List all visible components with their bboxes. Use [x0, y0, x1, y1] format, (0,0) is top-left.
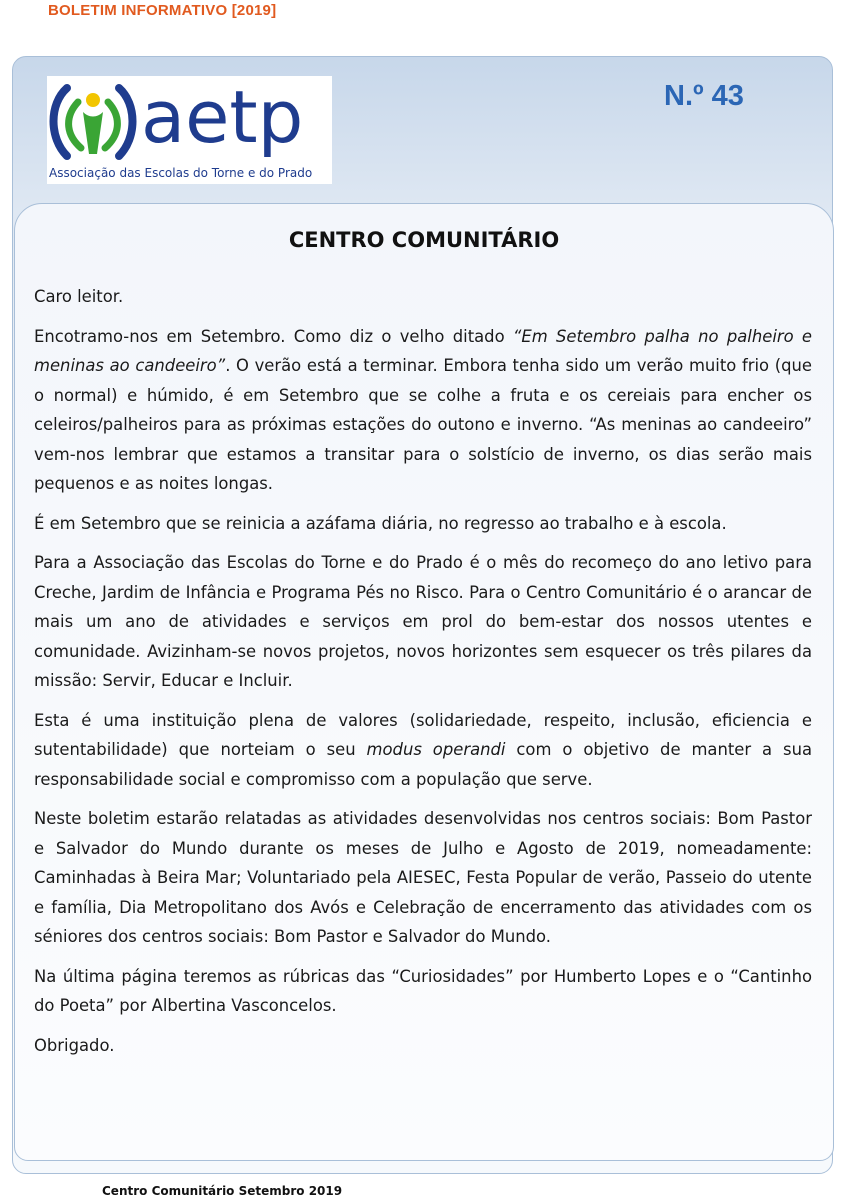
paragraph-4-start: Esta é uma instituição plena de valores (solidariedade, respeito, inclusão, eficiencia e sutentabilidade) que norteiam o seu [34, 710, 812, 759]
paragraph-5: Neste boletim estarão relatadas as atividades desenvolvidas nos centros sociais: Bom Pastor e Salvador do Mundo durante os meses de Julho e Agosto de 2019, nomeadamente: Caminhadas à Beira Mar; Voluntariado pela AIESEC, Festa Popular de verão, Passeio do utente e família, Dia Metropolitano dos Avós e Celebração de encerramento das atividades com os séniores dos centros sociais: Bom Pastor e Salvador do Mundo. [34, 809, 812, 946]
proverb-quote: “Em Setembro palha no palheiro e meninas ao candeeiro” [34, 326, 813, 375]
bulletin-label: BOLETIM INFORMATIVO [2019] [48, 2, 277, 19]
page-footer: Centro Comunitário Setembro 2019 [102, 1184, 343, 1198]
paragraph-4 [34, 706, 812, 795]
modus-operandi-italic: modus operandi [366, 740, 506, 759]
greeting-paragraph: Caro leitor. [34, 287, 124, 306]
paragraph-6: Na última página teremos as rúbricas das “Curiosidades” por Humberto Lopes e o “Cantinho do Poeta” por Albertina Vasconcelos. [34, 966, 812, 1015]
logo-subtitle: Associação das Escolas do Torne e do Prado [49, 166, 313, 180]
paragraph-1-end: . O verão está a terminar. Embora tenha sido um verão muito frio (que o normal) e húmido, é em Setembro que se colhe a fruta e os cereiais para encher os celeiros/palheiros para as próximas estações do outono e inverno. “As meninas ao candeeiro” vem-nos lembrar que estamos a transitar para o solstício de inverno, os dias serão mais pequenos e as noites longas. [34, 356, 812, 493]
aetp-logo [47, 76, 332, 184]
closing-paragraph: Obrigado. [34, 1035, 115, 1055]
article-body [34, 282, 812, 1070]
paragraph-3: Para a Associação das Escolas do Torne e do Prado é o mês do recomeço do ano letivo para Creche, Jardim de Infância e Programa Pés no Risco. Para o Centro Comunitário é o arancar de mais um ano de atividades e serviços em prol do bem-estar dos nossos utentes e comunidade. Avizinham-se novos projetos, novos horizontes sem esquecer os três pilares da missão: Servir, Educar e Incluir. [34, 553, 812, 690]
people-figure-logo-icon [47, 76, 139, 164]
logo-wordmark: aetp [141, 75, 304, 159]
paragraph-1 [34, 322, 812, 499]
article-title: CENTRO COMUNITÁRIO [288, 228, 560, 252]
paragraph-2: É em Setembro que se reinicia a azáfama diária, no regresso ao trabalho e à escola. [34, 513, 727, 533]
paragraph-4-end: com o objetivo de manter a sua responsabilidade social e compromisso com a população que serve. [34, 740, 813, 789]
paragraph-1-start: Encotramo-nos em Setembro. Como diz o velho ditado [34, 326, 513, 346]
issue-number: N.º 43 [664, 80, 744, 112]
